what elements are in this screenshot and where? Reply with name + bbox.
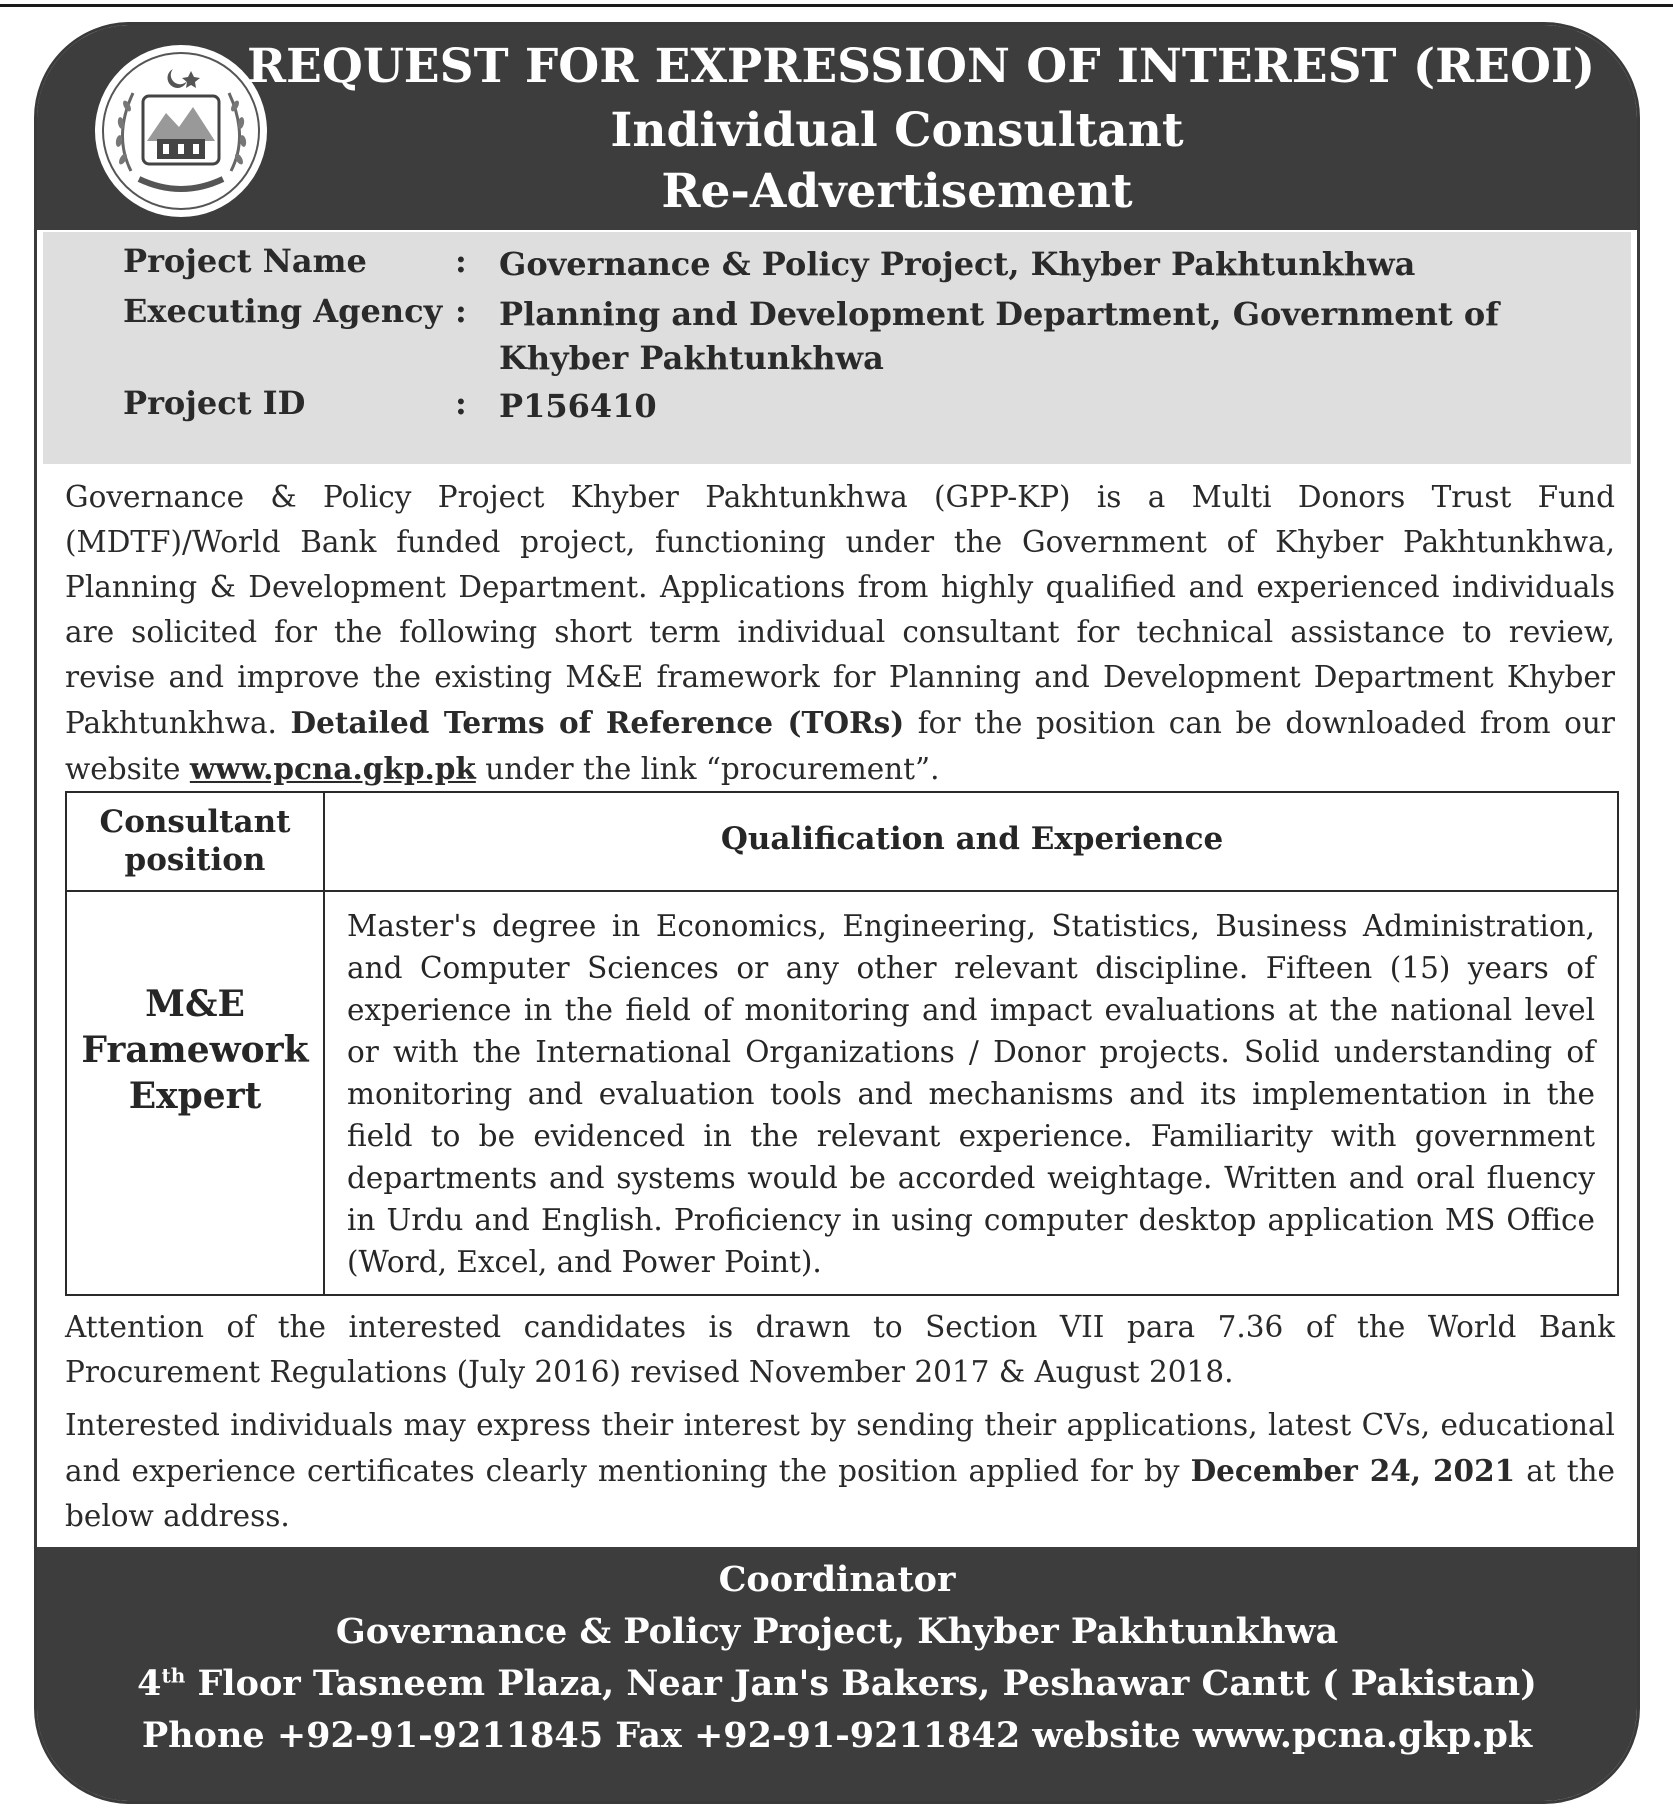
footer-title: Coordinator: [718, 1559, 956, 1600]
header-row-divider: [67, 890, 1617, 892]
colon: :: [455, 384, 467, 422]
project-name-value: Governance & Policy Project, Khyber Pakhtunkhwa: [499, 245, 1416, 283]
floor-suffix: th: [161, 1663, 186, 1688]
colon: :: [455, 292, 467, 330]
attention-paragraph: Attention of the interested candidates is drawn to Section VII para 7.36 of the World Bank Procurement Regulations (July 2016) revised November 2017 & August 2018.: [65, 1310, 1615, 1389]
colon: :: [455, 242, 467, 280]
contact-footer: [37, 1547, 1637, 1804]
website-link[interactable]: www.pcna.gkp.pk: [189, 751, 476, 786]
project-id-label: Project ID: [123, 384, 306, 422]
page-subtitle-readvertisement: Re-Advertisement: [661, 164, 1133, 219]
deadline-date: December 24, 2021: [1190, 1453, 1516, 1488]
intro-text-2: for the position can be downloaded from our website: [65, 706, 1615, 786]
intro-text: Governance & Policy Project Khyber Pakhtunkhwa (GPP-KP) is a Multi Donors Trust Fund (MDTF)/World Bank funded project, functioning under the Government of Khyber Pakhtunkhwa, Planning & Development Department. Applications from highly qualified and experienced individuals are solicited for the following short term individual consultant for technical assistance to review, revise and improve the existing M&E framework for Planning and Development Department Khyber Pakhtunkhwa.: [65, 480, 1615, 740]
executing-agency-value: Planning and Development Department, Government of Khyber Pakhtunkhwa: [499, 295, 1499, 377]
interest-paragraph: [65, 1403, 1615, 1539]
page-subtitle: Individual Consultant: [610, 103, 1184, 158]
intro-text-3: under the link “procurement”.: [475, 752, 940, 786]
col-header-qualification: Qualification and Experience: [720, 821, 1224, 857]
floor-number: 4: [137, 1663, 162, 1704]
qualification-cell: Master's degree in Economics, Engineering, Statistics, Business Administration, and Computer Sciences or any other relevant discipline. Fifteen (15) years of experience in the field of monitoring and impact evaluations at the national level or with the International Organizations / Donor projects. Solid understanding of monitoring and evaluation tools and mechanisms and its implementation in the field to be evidenced in the relevant experience. Familiarity with government departments and systems would be accorded weightage. Written and oral fluency in Urdu and English. Proficiency in using computer desktop application MS Office (Word, Excel, and Power Point).: [347, 909, 1595, 1279]
footer-org: Governance & Policy Project, Khyber Pakhtunkhwa: [335, 1611, 1339, 1652]
project-name-label: Project Name: [123, 242, 367, 280]
advertisement-frame: [34, 22, 1640, 1804]
page-title: REQUEST FOR EXPRESSION OF INTEREST (REOI): [247, 39, 1596, 94]
intro-paragraph: [65, 475, 1615, 792]
interest-text: Interested individuals may express their interest by sending their applications, latest CVs, educational and experience certificates clearly mentioning the position applied for by: [65, 1408, 1615, 1488]
footer-address: [37, 1663, 1637, 1704]
address-text: Floor Tasneem Plaza, Near Jan's Bakers, Peshawar Cantt ( Pakistan): [185, 1663, 1537, 1704]
government-seal-icon: [91, 41, 271, 221]
col-header-position: Consultant position: [99, 804, 291, 878]
top-rule: [0, 4, 1673, 7]
executing-agency-label: Executing Agency: [123, 292, 443, 330]
interest-text-2: at the below address.: [65, 1454, 1616, 1533]
project-info-panel: [43, 232, 1631, 464]
header-band: [37, 25, 1637, 230]
project-id-value: P156410: [499, 387, 657, 425]
position-cell: M&E Framework Expert: [81, 983, 309, 1117]
footer-contact: Phone +92-91-9211845 Fax +92-91-9211842 website www.pcna.gkp.pk: [141, 1715, 1533, 1756]
tors-bold-text: Detailed Terms of Reference (TORs): [290, 705, 905, 740]
position-table: [65, 791, 1619, 1296]
